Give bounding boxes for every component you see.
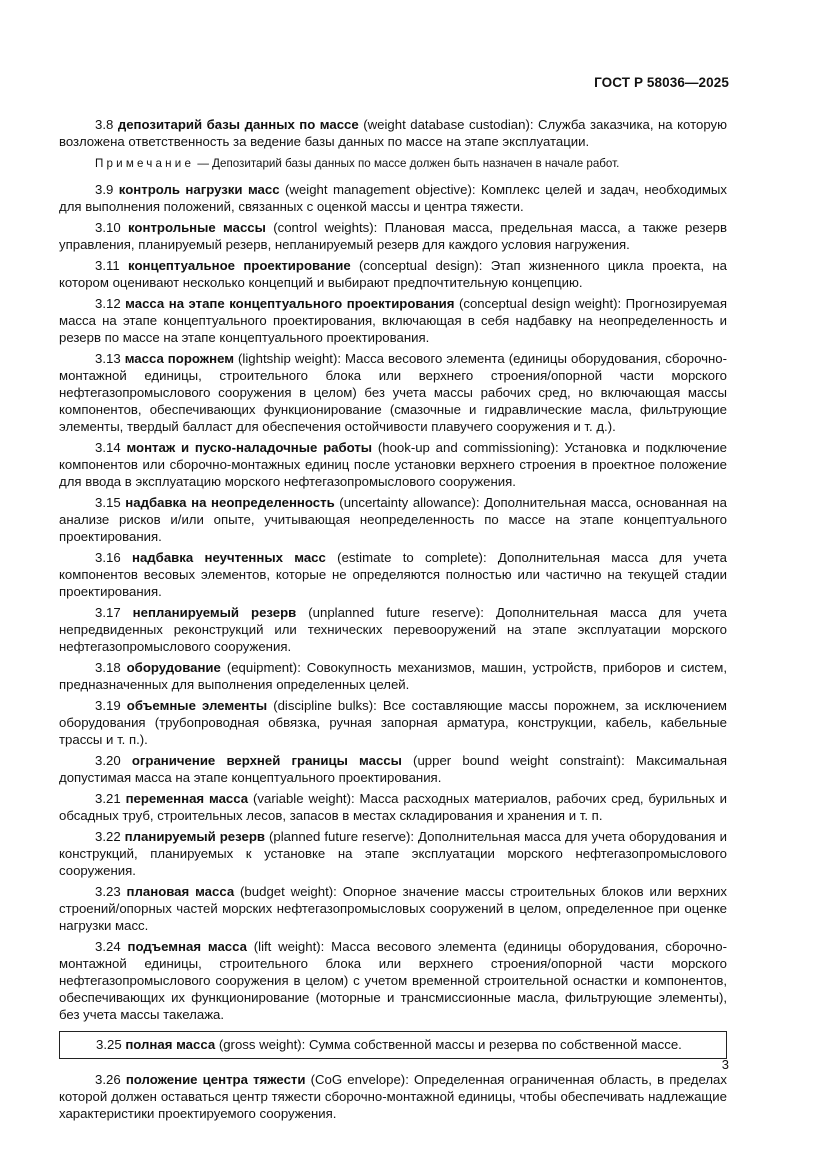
entry-text: (weight management objective): Комплекс целей и задач, необходимых для выполнения положений, связанных с оценкой массы и центра тяжести. <box>59 182 727 214</box>
definition-3-8 <box>59 116 727 150</box>
entry-term: подъемная масса <box>127 939 247 954</box>
definition-3-17 <box>59 604 727 655</box>
entry-number: 3.16 <box>95 550 121 565</box>
definition-3-9 <box>59 181 727 215</box>
entry-text: (conceptual design weight): Прогнозируемая масса на этапе концептуального проектирования, включающая в себя надбавку на неопределенность и резерв по массе на этапе концептуального проектирования. <box>59 296 727 345</box>
entry-term: непланируемый резерв <box>132 605 297 620</box>
entry-text: (lightship weight): Масса весового элемента (единицы оборудования, сборочно-монтажной единицы, строительного блока или верхнего строения/опорной части морского нефтегазопромыслового сооружения в целом) без учета массы рабочих сред, но включающая массы компонентов, обеспечивающих функционирование (смазочные и гидравлические масла, фильтрующие элементы, твердый балласт для обеспечения остойчивости плавучего сооружения и т. д.). <box>59 351 727 434</box>
document-header: ГОСТ Р 58036—2025 <box>594 75 729 90</box>
entry-number: 3.23 <box>95 884 121 899</box>
entry-term: ограничение верхней границы массы <box>131 753 402 768</box>
entry-number: 3.25 <box>96 1037 122 1052</box>
entry-number: 3.21 <box>95 791 121 806</box>
definition-3-23 <box>59 883 727 934</box>
entry-number: 3.18 <box>95 660 121 675</box>
entry-number: 3.17 <box>95 605 121 620</box>
entry-term: полная масса <box>125 1037 216 1052</box>
entry-text: (budget weight): Опорное значение массы строительных блоков или верхних строений/опорных частей морских нефтегазопромысловых сооружений в целом, определенное при оценке нагрузки масс. <box>59 884 727 933</box>
entry-term: оборудование <box>126 660 221 675</box>
definition-3-26 <box>59 1071 727 1122</box>
entry-text: (planned future reserve): Дополнительная масса для учета оборудования и конструкций, планируемых к установке на этапе эксплуатации морского нефтегазопромыслового сооружения. <box>59 829 728 878</box>
entry-text: (hook-up and commissioning): Установка и подключение компонентов или сборочно-монтажных единиц после установки верхнего строения в проектное положение для ввода в эксплуатацию морского нефтегазопромыслового сооружения. <box>59 440 727 489</box>
entry-number: 3.14 <box>95 440 121 455</box>
entry-term: надбавка на неопределенность <box>125 495 335 510</box>
entry-text: (upper bound weight constraint): Максимальная допустимая масса на этапе концептуального проектирования. <box>59 753 727 785</box>
definition-3-21 <box>59 790 727 824</box>
definition-3-16 <box>59 549 727 600</box>
definition-3-19 <box>59 697 727 748</box>
entry-text: (discipline bulks): Все составляющие массы порожнем, за исключением оборудования (трубопроводная обвязка, ручная запорная арматура, конструкции, кабель, кабельные трассы и т. п.). <box>59 698 727 747</box>
entry-term: контроль нагрузки масс <box>118 182 280 197</box>
note <box>59 156 727 172</box>
entry-number: 3.22 <box>95 829 121 844</box>
definition-3-11 <box>59 257 727 291</box>
entry-number: 3.12 <box>95 296 121 311</box>
entry-term: масса на этапе концептуального проектирования <box>125 296 455 311</box>
entry-term: переменная масса <box>125 791 249 806</box>
entry-number: 3.26 <box>95 1072 121 1087</box>
entry-number: 3.11 <box>95 258 120 273</box>
entry-number: 3.20 <box>95 753 121 768</box>
document-body <box>59 116 727 1126</box>
entry-term: контрольные массы <box>128 220 266 235</box>
entry-text: (CoG envelope): Определенная ограниченная область, в пределах которой должен оставаться центр тяжести сборочно-монтажной единицы, чтобы обеспечивать надлежащие характеристики проектируемого сооружения. <box>59 1072 727 1121</box>
definition-3-13 <box>59 350 727 435</box>
entry-text: (control weights): Плановая масса, предельная масса, а также резерв управления, планируемый резерв, непланируемый резерв для каждого условия нагружения. <box>59 220 727 252</box>
definition-3-25 <box>60 1036 726 1053</box>
entry-text: (weight database custodian): Служба заказчика, на которую возложена ответственность за ведение базы данных по массе на этапе эксплуатации. <box>59 117 727 149</box>
entry-term: планируемый резерв <box>124 829 266 844</box>
entry-number: 3.13 <box>95 351 121 366</box>
entry-text: (conceptual design): Этап жизненного цикла проекта, на котором оценивают несколько концепций и выбирают предпочтительную концепцию. <box>59 258 727 290</box>
definition-3-10 <box>59 219 727 253</box>
note-label: Примечание <box>95 157 195 170</box>
entry-number: 3.10 <box>95 220 121 235</box>
entry-text: (equipment): Совокупность механизмов, машин, устройств, приборов и систем, предназначенных для выполнения определенных целей. <box>59 660 727 692</box>
entry-number: 3.8 <box>95 117 114 132</box>
entry-number: 3.15 <box>95 495 121 510</box>
entry-number: 3.24 <box>95 939 121 954</box>
entry-term: надбавка неучтенных масс <box>132 550 326 565</box>
note-text: — Депозитарий базы данных по массе должен быть назначен в начале работ. <box>194 157 620 170</box>
definition-3-14 <box>59 439 727 490</box>
entry-text: (variable weight): Масса расходных материалов, рабочих сред, бурильных и обсадных труб, строительных лесов, запасов в местах складирования и хранения и т. п. <box>59 791 728 823</box>
boxed-definition <box>59 1031 727 1059</box>
entry-term: плановая масса <box>126 884 235 899</box>
definition-3-18 <box>59 659 727 693</box>
entry-term: объемные элементы <box>126 698 268 713</box>
entry-text: (uncertainty allowance): Дополнительная масса, основанная на анализе рисков и/или опыте, учитывающая неопределенность по массе на этапе концептуального проектирования. <box>59 495 728 544</box>
entry-term: положение центра тяжести <box>125 1072 306 1087</box>
entry-number: 3.9 <box>95 182 114 197</box>
entry-term: депозитарий базы данных по массе <box>117 117 359 132</box>
entry-text: (unplanned future reserve): Дополнительная масса для учета непредвиденных реконструкций или технических перевооружений на этапе эксплуатации морского нефтегазопромыслового сооружения. <box>59 605 727 654</box>
entry-term: концептуальное проектирование <box>128 258 351 273</box>
definition-3-22 <box>59 828 727 879</box>
definition-3-24 <box>59 938 727 1023</box>
entry-number: 3.19 <box>95 698 121 713</box>
entry-term: монтаж и пуско-наладочные работы <box>126 440 373 455</box>
entry-term: масса порожнем <box>124 351 234 366</box>
definition-3-20 <box>59 752 727 786</box>
page-number: 3 <box>721 1057 729 1072</box>
definition-3-12 <box>59 295 727 346</box>
entry-text: (estimate to complete): Дополнительная масса для учета компонентов весовых элементов, которые не определяются полностью или частично на текущей стадии проектирования. <box>59 550 727 599</box>
entry-text: (gross weight): Сумма собственной массы и резерва по собственной массе. <box>215 1037 682 1052</box>
entry-text: (lift weight): Масса весового элемента (единицы оборудования, сборочно-монтажной единицы, строительного блока или верхнего строения/опорной части морского нефтегазопромыслового сооружения в целом) с учетом временной строительной оснастки и компонентов, обеспечивающих их функционирование (моторные и трансмиссионные масла, фильтрующие элементы), без учета массы такелажа. <box>59 939 728 1022</box>
definition-3-15 <box>59 494 727 545</box>
